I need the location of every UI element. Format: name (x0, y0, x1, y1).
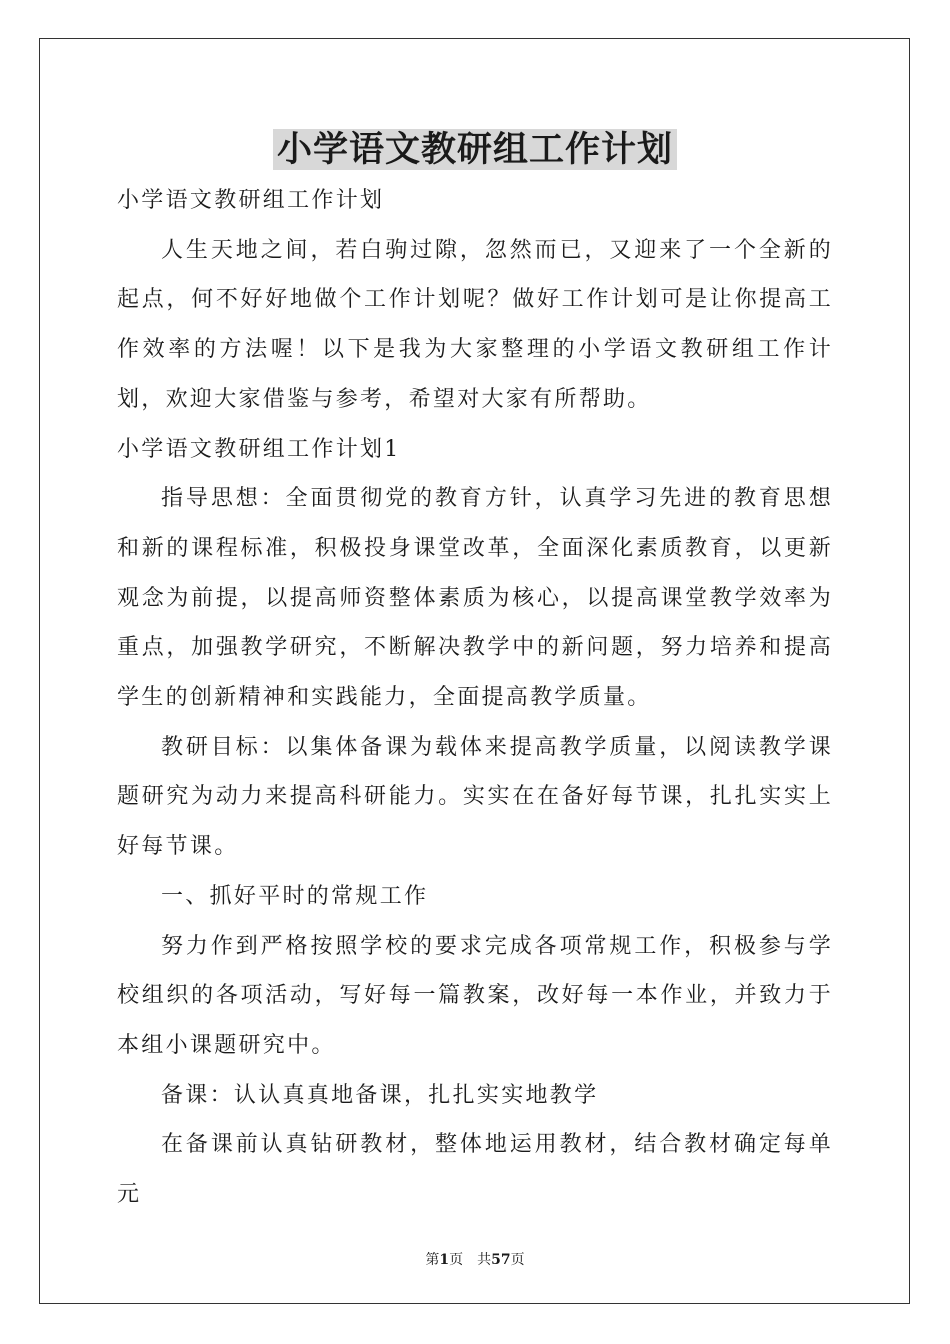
paragraph: 教研目标：以集体备课为载体来提高教学质量，以阅读教学课题研究为动力来提高科研能力。实实在在备好每节课，扎扎实实上好每节课。 (117, 734, 833, 860)
page-suffix: 页 (449, 1252, 464, 1268)
paragraph: 指导思想：全面贯彻党的教育方针，认真学习先进的教育思想和新的课程标准，积极投身课堂改革，全面深化素质教育，以更新观念为前提，以提高师资整体素质为核心，以提高课堂教学效率为重点，加强教学研究，不断解决教学中的新问题，努力培养和提高学生的创新精神和实践能力，全面提高教学质量。 (117, 486, 833, 711)
paragraph: 小学语文教研组工作计划 (117, 188, 385, 213)
paragraph: 备课：认认真真地备课，扎扎实实地教学 (161, 1082, 599, 1108)
paragraph: 在备课前认真钻研教材，整体地运用教材，结合教材确定每单元 (117, 1132, 833, 1208)
current-page: 1 (439, 1252, 450, 1268)
page-prefix: 第 (425, 1252, 440, 1268)
page-number (425, 1252, 463, 1268)
document-title (0, 126, 950, 174)
total-prefix: 共 (477, 1252, 492, 1268)
total-suffix: 页 (510, 1252, 525, 1268)
total-pages (477, 1252, 524, 1268)
paragraph: 小学语文教研组工作计划1 (117, 436, 401, 462)
page-footer (0, 1249, 950, 1269)
paragraph: 人生天地之间，若白驹过隙，忽然而已，又迎来了一个全新的起点，何不好好地做个工作计划呢？做好工作计划可是让你提高工作效率的方法喔！以下是我为大家整理的小学语文教研组工作计划，欢迎大家借鉴与参考，希望对大家有所帮助。 (117, 237, 833, 412)
total-page-count: 57 (491, 1252, 511, 1268)
paragraph: 努力作到严格按照学校的要求完成各项常规工作，积极参与学校组织的各项活动，写好每一篇教案，改好每一本作业，并致力于本组小课题研究中。 (117, 933, 833, 1058)
document-title-text: 小学语文教研组工作计划 (273, 129, 677, 170)
paragraph: 一、抓好平时的常规工作 (161, 883, 429, 909)
document-body (117, 176, 833, 1220)
